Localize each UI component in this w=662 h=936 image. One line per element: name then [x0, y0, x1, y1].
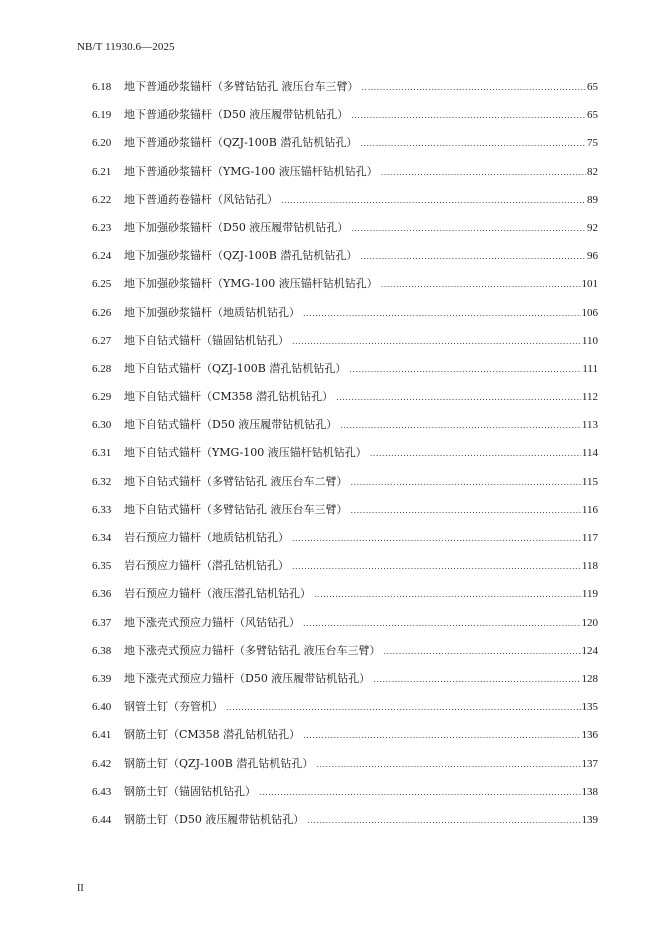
toc-entry[interactable] — [92, 136, 598, 164]
toc-dot-leader — [360, 137, 586, 151]
toc-entry[interactable] — [92, 813, 598, 841]
toc-entry-title: 地下普通砂浆锚杆（多臂钻钻孔 液压台车三臂） — [124, 80, 359, 93]
toc-entry[interactable] — [92, 362, 598, 390]
toc-entry[interactable] — [92, 334, 598, 362]
toc-entry[interactable] — [92, 700, 598, 728]
toc-entry[interactable] — [92, 728, 598, 756]
toc-entry-page: 120 — [581, 616, 598, 629]
toc-entry-page: 139 — [581, 813, 598, 826]
toc-entry-title: 地下普通药卷锚杆（风钻钻孔） — [124, 192, 278, 206]
toc-entry-page: 101 — [581, 278, 598, 291]
toc-dot-leader — [314, 588, 581, 602]
toc-dot-leader — [384, 645, 581, 659]
toc-dot-leader — [381, 166, 586, 180]
toc-entry[interactable] — [92, 193, 598, 221]
toc-entry-page: 136 — [581, 729, 598, 742]
toc-dot-leader — [349, 363, 581, 377]
toc-entry[interactable] — [92, 616, 598, 644]
toc-entry-page: 75 — [587, 137, 598, 150]
toc-entry-number: 6.28 — [92, 362, 112, 375]
toc-entry-page: 128 — [581, 672, 598, 685]
toc-entry-title: 岩石预应力锚杆（液压潜孔钻机钻孔） — [124, 587, 311, 601]
toc-entry-title: 地下自钻式锚杆（CM358 潜孔钻机钻孔） — [124, 390, 334, 404]
toc-entry-title: 岩石预应力锚杆（地质钻机钻孔） — [124, 531, 289, 544]
toc-entry-number: 6.30 — [92, 419, 112, 432]
toc-entry[interactable] — [92, 221, 598, 249]
toc-entry-page: 111 — [582, 362, 598, 375]
toc-entry-title: 地下涨壳式预应力锚杆（D50 液压履带钻机钻孔） — [124, 671, 371, 685]
toc-entry-title: 地下普通砂浆锚杆（YMG-100 液压锚杆钻机钻孔） — [124, 164, 378, 178]
toc-entry-page: 118 — [581, 560, 598, 573]
toc-entry-title: 钢管土钉（夯管机） — [124, 700, 223, 714]
toc-entry-number: 6.44 — [92, 813, 112, 826]
toc-entry[interactable] — [92, 306, 598, 334]
toc-entry-page: 124 — [581, 644, 598, 657]
toc-dot-leader — [362, 81, 587, 95]
toc-entry-title: 地下自钻式锚杆（多臂钻钻孔 液压台车二臂） — [124, 474, 348, 488]
toc-entry-title: 地下自钻式锚杆（QZJ-100B 潜孔钻机钻孔） — [124, 361, 347, 375]
toc-dot-leader — [292, 532, 581, 546]
toc-entry-number: 6.31 — [92, 447, 112, 460]
toc-entry-page: 114 — [581, 447, 598, 460]
toc-entry[interactable] — [92, 249, 598, 277]
toc-dot-leader — [351, 504, 581, 518]
toc-entry-title: 地下普通砂浆锚杆（QZJ-100B 潜孔钻机钻孔） — [124, 136, 358, 150]
toc-entry-title: 钢筋土钉（D50 液压履带钻机钻孔） — [124, 812, 305, 826]
toc-entry-title: 地下加强砂浆锚杆（地质钻机钻孔） — [124, 305, 300, 319]
toc-entry-number: 6.35 — [92, 560, 112, 573]
toc-entry[interactable] — [92, 587, 598, 615]
toc-entry[interactable] — [92, 672, 598, 700]
toc-dot-leader — [316, 758, 580, 772]
toc-dot-leader — [292, 335, 581, 349]
toc-entry-number: 6.22 — [92, 193, 112, 206]
toc-dot-leader — [340, 419, 581, 433]
toc-dot-leader — [351, 222, 586, 236]
toc-dot-leader — [373, 673, 580, 687]
toc-entry-number: 6.38 — [92, 644, 112, 657]
toc-entry-page: 115 — [581, 475, 598, 488]
toc-entry-number: 6.36 — [92, 588, 112, 601]
toc-entry-title: 地下加强砂浆锚杆（QZJ-100B 潜孔钻机钻孔） — [124, 249, 358, 263]
toc-entry-number: 6.27 — [92, 334, 112, 347]
toc-entry-number: 6.41 — [92, 729, 112, 742]
toc-entry-title: 地下普通砂浆锚杆（D50 液压履带钻机钻孔） — [124, 108, 349, 122]
toc-entry-page: 135 — [581, 701, 598, 714]
toc-entry-page: 110 — [581, 334, 598, 347]
toc-entry[interactable] — [92, 503, 598, 531]
toc-entry-number: 6.29 — [92, 391, 112, 404]
toc-entry-page: 117 — [581, 532, 598, 544]
toc-entry[interactable] — [92, 277, 598, 305]
toc-entry-number: 6.42 — [92, 757, 112, 770]
toc-entry-page: 112 — [581, 391, 598, 404]
toc-entry-page: 89 — [587, 193, 598, 206]
toc-entry[interactable] — [92, 108, 598, 136]
toc-entry[interactable] — [92, 165, 598, 193]
toc-entry-number: 6.18 — [92, 81, 112, 93]
toc-entry-number: 6.43 — [92, 785, 112, 798]
toc-entry-page: 65 — [587, 109, 598, 122]
toc-entry-number: 6.23 — [92, 221, 112, 234]
toc-entry-number: 6.21 — [92, 165, 112, 178]
toc-dot-leader — [370, 447, 581, 461]
document-header: NB/T 11930.6—2025 — [77, 41, 175, 53]
toc-entry-number: 6.33 — [92, 503, 112, 516]
toc-entry-title: 钢筋土钉（锚固钻机钻孔） — [124, 784, 256, 798]
toc-entry-page: 96 — [587, 250, 598, 263]
toc-entry-number: 6.39 — [92, 672, 112, 685]
toc-entry-title: 地下自钻式锚杆（锚固钻机钻孔） — [124, 333, 289, 347]
toc-dot-leader — [259, 786, 581, 800]
toc-entry[interactable] — [92, 80, 598, 108]
toc-entry-number: 6.19 — [92, 109, 112, 122]
toc-entry-number: 6.40 — [92, 701, 112, 714]
toc-entry-title: 地下自钻式锚杆（D50 液压履带钻机钻孔） — [124, 418, 338, 432]
toc-entry-page: 116 — [581, 503, 598, 516]
toc-entry-page: 92 — [587, 221, 598, 234]
toc-entry[interactable] — [92, 475, 598, 503]
toc-entry[interactable] — [92, 785, 598, 813]
toc-dot-leader — [292, 560, 581, 574]
toc-entry-title: 地下自钻式锚杆（YMG-100 液压锚杆钻机钻孔） — [124, 446, 367, 460]
toc-entry-title: 钢筋土钉（QZJ-100B 潜孔钻机钻孔） — [124, 756, 314, 770]
toc-entry[interactable] — [92, 531, 598, 559]
toc-entry-number: 6.37 — [92, 616, 112, 629]
toc-dot-leader — [351, 109, 586, 123]
toc-entry[interactable] — [92, 644, 598, 672]
toc-dot-leader — [307, 814, 580, 828]
toc-entry-number: 6.26 — [92, 306, 112, 319]
toc-entry-title: 地下涨壳式预应力锚杆（多臂钻钻孔 液压台车三臂） — [124, 643, 381, 657]
toc-entry-title: 地下自钻式锚杆（多臂钻钻孔 液压台车三臂） — [124, 502, 348, 516]
toc-entry[interactable] — [92, 390, 598, 418]
toc-dot-leader — [381, 278, 581, 292]
toc-entry[interactable] — [92, 446, 598, 474]
toc-entry-page: 137 — [581, 757, 598, 770]
toc-entry[interactable] — [92, 757, 598, 785]
toc-entry[interactable] — [92, 559, 598, 587]
toc-entry-title: 岩石预应力锚杆（潜孔钻机钻孔） — [124, 559, 289, 573]
toc-entry-page: 82 — [587, 165, 598, 178]
toc-dot-leader — [303, 307, 581, 321]
toc-entry-page: 65 — [587, 81, 598, 93]
toc-entry-number: 6.32 — [92, 475, 112, 488]
toc-entry-number: 6.34 — [92, 532, 112, 544]
toc-entry[interactable] — [92, 418, 598, 446]
toc-dot-leader — [360, 250, 586, 264]
toc-entry-number: 6.20 — [92, 137, 112, 150]
toc-entry-page: 106 — [581, 306, 598, 319]
page-number: II — [77, 883, 84, 894]
toc-entry-title: 地下加强砂浆锚杆（D50 液压履带钻机钻孔） — [124, 220, 349, 234]
toc-entry-number: 6.25 — [92, 278, 112, 291]
toc-entry-title: 地下加强砂浆锚杆（YMG-100 液压锚杆钻机钻孔） — [124, 277, 378, 291]
toc-entry-number: 6.24 — [92, 250, 112, 263]
toc-entry-page: 119 — [581, 588, 598, 601]
toc-entry-title: 地下涨壳式预应力锚杆（风钻钻孔） — [124, 615, 300, 629]
table-of-contents — [92, 80, 598, 841]
toc-entry-title: 钢筋土钉（CM358 潜孔钻机钻孔） — [124, 728, 301, 742]
toc-dot-leader — [281, 194, 586, 208]
toc-entry-page: 138 — [581, 785, 598, 798]
toc-dot-leader — [226, 701, 581, 715]
toc-dot-leader — [336, 391, 581, 405]
toc-dot-leader — [303, 729, 580, 743]
toc-entry-page: 113 — [581, 419, 598, 432]
toc-dot-leader — [351, 476, 581, 490]
toc-dot-leader — [303, 617, 581, 631]
